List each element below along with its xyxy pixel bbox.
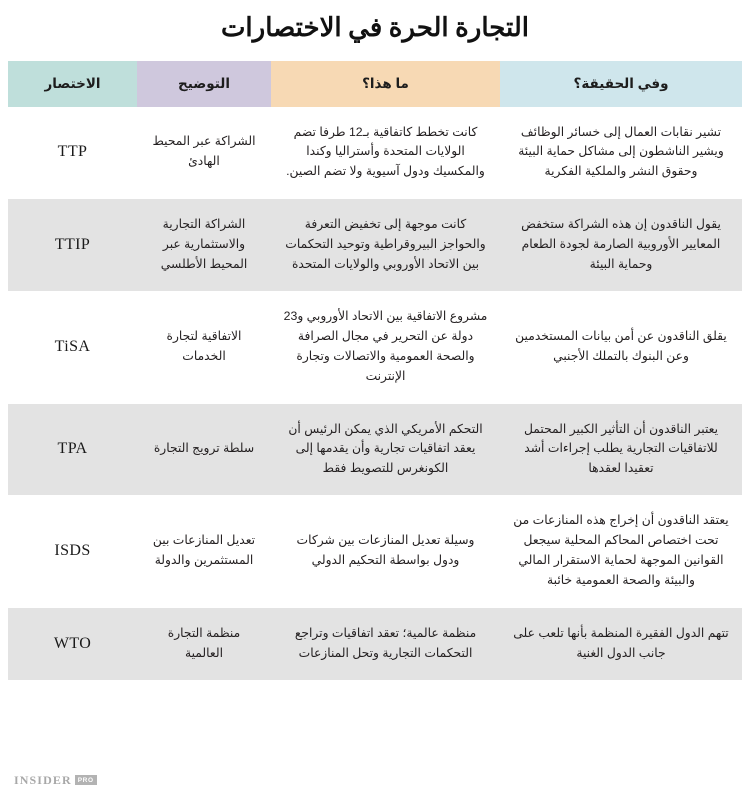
cell-abbreviation: ISDS <box>8 495 137 607</box>
table-header <box>8 61 742 107</box>
table-header-row <box>8 61 742 107</box>
column-header-abbreviation: الاختصار <box>8 61 137 107</box>
abbreviations-table <box>8 61 742 680</box>
column-header-what: ما هذا؟ <box>271 61 500 107</box>
table-row <box>8 199 742 291</box>
table-row <box>8 291 742 403</box>
cell-truth: تتهم الدول الفقيرة المنظمة بأنها تلعب على جانب الدول الغنية <box>500 607 742 679</box>
cell-explanation: الاتفاقية لتجارة الخدمات <box>137 291 271 403</box>
column-header-truth: وفي الحقيقة؟ <box>500 61 742 107</box>
cell-truth: يعتبر الناقدون أن التأثير الكبير المحتمل للاتفاقيات التجارية يطلب إجراءات أشد تعقيدا لعقدها <box>500 403 742 495</box>
cell-truth: يعتقد الناقدون أن إخراج هذه المنازعات من تحت اختصاص المحاكم المحلية سيجعل القوانين الموجهة لحماية الاستقرار المالي والبيئة والصحة العمومية خائبة <box>500 495 742 607</box>
cell-abbreviation: TTIP <box>8 199 137 291</box>
cell-what: مشروع الاتفاقية بين الاتحاد الأوروبي و23 دولة عن التحرير في مجال الصرافة والصحة العمومية والاتصالات وتجارة الإنترنت <box>271 291 500 403</box>
cell-explanation: الشراكة عبر المحيط الهادئ <box>137 107 271 199</box>
table-row <box>8 107 742 199</box>
cell-explanation: تعديل المنازعات بين المستثمرين والدولة <box>137 495 271 607</box>
cell-what: كانت تخطط كاتفاقية بـ12 طرفا تضم الولايات المتحدة وأستراليا وكندا والمكسيك ودول آسيوية ولا تضم الصين. <box>271 107 500 199</box>
cell-what: كانت موجهة إلى تخفيض التعرفة والحواجز البيروقراطية وتوحيد التحكمات بين الاتحاد الأوروبي والولايات المتحدة <box>271 199 500 291</box>
brand-name: INSIDER <box>14 772 72 787</box>
brand-badge: PRO <box>75 775 97 785</box>
table-row <box>8 495 742 607</box>
brand-logo <box>14 773 97 788</box>
cell-explanation: سلطة ترويج التجارة <box>137 403 271 495</box>
cell-abbreviation: TiSA <box>8 291 137 403</box>
cell-truth: يقلق الناقدون عن أمن بيانات المستخدمين وعن البنوك بالتملك الأجنبي <box>500 291 742 403</box>
footer <box>0 767 750 793</box>
cell-explanation: الشراكة التجارية والاستثمارية عبر المحيط الأطلسي <box>137 199 271 291</box>
table-row <box>8 607 742 679</box>
table-body <box>8 107 742 680</box>
table-row <box>8 403 742 495</box>
cell-what: منظمة عالمية؛ تعقد اتفاقيات وتراجع التحكمات التجارية وتحل المنازعات <box>271 607 500 679</box>
column-header-explanation: التوضيح <box>137 61 271 107</box>
cell-what: التحكم الأمريكي الذي يمكن الرئيس أن يعقد اتفاقيات تجارية وأن يقدمها إلى الكونغرس للتصويط فقط <box>271 403 500 495</box>
cell-explanation: منظمة التجارة العالمية <box>137 607 271 679</box>
cell-abbreviation: TPA <box>8 403 137 495</box>
cell-what: وسيلة تعديل المنازعات بين شركات ودول بواسطة التحكيم الدولي <box>271 495 500 607</box>
cell-abbreviation: TTP <box>8 107 137 199</box>
cell-abbreviation: WTO <box>8 607 137 679</box>
cell-truth: يقول الناقدون إن هذه الشراكة ستخفض المعايير الأوروبية الصارمة لجودة الطعام وحماية البيئة <box>500 199 742 291</box>
page-title: التجارة الحرة في الاختصارات <box>220 13 530 42</box>
cell-truth: تشير نقابات العمال إلى خسائر الوظائف ويشير الناشطون إلى مشاكل حماية البيئة وحقوق النشر والملكية الفكرية <box>500 107 742 199</box>
table-container <box>0 61 750 680</box>
